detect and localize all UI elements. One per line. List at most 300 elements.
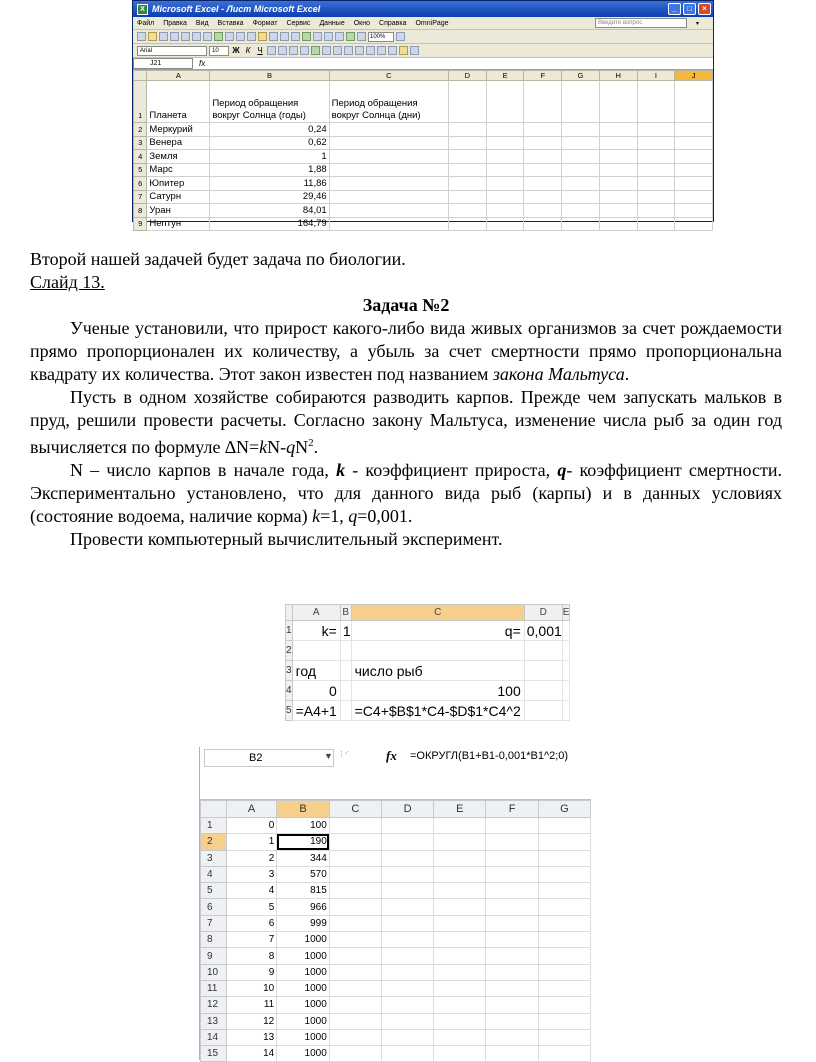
cell[interactable]: [486, 866, 538, 882]
cell-a[interactable]: [292, 641, 340, 661]
row-header[interactable]: 8: [201, 932, 227, 948]
cell[interactable]: [382, 1046, 434, 1062]
cell-b[interactable]: [340, 661, 351, 681]
row-header[interactable]: 3: [201, 850, 227, 866]
sort-asc-icon[interactable]: [324, 32, 333, 41]
cell-fish-count[interactable]: 1000: [277, 1013, 330, 1029]
menu-help[interactable]: Справка: [379, 19, 407, 27]
cell[interactable]: [486, 850, 538, 866]
row-header[interactable]: 4: [134, 150, 147, 164]
cell-year[interactable]: 2: [226, 850, 276, 866]
bold-button[interactable]: Ж: [232, 46, 240, 55]
cell[interactable]: [486, 948, 538, 964]
cell[interactable]: [538, 1046, 590, 1062]
cell[interactable]: [538, 834, 590, 850]
cell[interactable]: [434, 980, 486, 996]
cell[interactable]: [538, 866, 590, 882]
cell-planet[interactable]: Нептун: [147, 217, 210, 231]
menu-edit[interactable]: Правка: [163, 19, 187, 27]
cell[interactable]: [449, 136, 487, 150]
cell[interactable]: [382, 899, 434, 915]
cell[interactable]: [449, 217, 487, 231]
cell[interactable]: [329, 948, 381, 964]
row-header[interactable]: 2: [286, 641, 293, 661]
print-icon[interactable]: [192, 32, 201, 41]
cell-year[interactable]: 0: [226, 818, 276, 834]
active-cell[interactable]: 190: [277, 834, 330, 850]
fx-icon[interactable]: fx: [386, 748, 397, 763]
cell[interactable]: [675, 136, 713, 150]
cell-e[interactable]: [562, 681, 570, 701]
cell[interactable]: [675, 163, 713, 177]
cell-planet[interactable]: Меркурий: [147, 123, 210, 137]
cell[interactable]: [599, 123, 637, 137]
cell[interactable]: [434, 850, 486, 866]
row-header[interactable]: 8: [134, 204, 147, 218]
cell[interactable]: [382, 1029, 434, 1045]
cell-year[interactable]: 4: [226, 883, 276, 899]
cell[interactable]: [382, 866, 434, 882]
maximize-button[interactable]: □: [683, 3, 696, 15]
cell[interactable]: [486, 150, 524, 164]
cell[interactable]: [524, 163, 562, 177]
cut-icon[interactable]: [236, 32, 245, 41]
cell[interactable]: [382, 932, 434, 948]
cell-d[interactable]: 0,001: [524, 621, 562, 641]
cell-years[interactable]: 11,86: [210, 177, 329, 191]
name-box[interactable]: B2: [204, 749, 334, 767]
cell[interactable]: [329, 163, 448, 177]
select-all-corner[interactable]: [201, 801, 227, 818]
column-header[interactable]: A: [147, 71, 210, 81]
cell-d[interactable]: [524, 661, 562, 681]
hyperlink-icon[interactable]: [302, 32, 311, 41]
cell[interactable]: [329, 136, 448, 150]
cell-c[interactable]: =C4+$B$1*C4-$D$1*C4^2: [351, 701, 524, 721]
cell[interactable]: [486, 177, 524, 191]
cell[interactable]: [675, 123, 713, 137]
cell-c[interactable]: 100: [351, 681, 524, 701]
cell-fish-count[interactable]: 999: [277, 915, 330, 931]
cell-year[interactable]: 1: [226, 834, 276, 850]
cell-d[interactable]: [524, 701, 562, 721]
align-right-icon[interactable]: [289, 46, 298, 55]
cell-b[interactable]: 1: [340, 621, 351, 641]
cell[interactable]: [524, 177, 562, 191]
cell-year[interactable]: 8: [226, 948, 276, 964]
cell-a[interactable]: k=: [292, 621, 340, 641]
cell[interactable]: [434, 1029, 486, 1045]
cell-year[interactable]: 10: [226, 980, 276, 996]
cell-planet[interactable]: Венера: [147, 136, 210, 150]
cell[interactable]: [562, 81, 600, 123]
cell[interactable]: [486, 899, 538, 915]
column-header[interactable]: E: [434, 801, 486, 818]
cell[interactable]: [599, 217, 637, 231]
save-icon[interactable]: [159, 32, 168, 41]
row-header[interactable]: 4: [201, 866, 227, 882]
cell[interactable]: [434, 948, 486, 964]
cell[interactable]: [675, 190, 713, 204]
cell[interactable]: [675, 217, 713, 231]
cell-e[interactable]: [562, 701, 570, 721]
cell[interactable]: [637, 163, 675, 177]
font-select[interactable]: Arial: [137, 46, 207, 56]
cell[interactable]: [382, 818, 434, 834]
menu-format[interactable]: Формат: [252, 19, 278, 27]
cell[interactable]: [329, 1029, 381, 1045]
column-header[interactable]: D: [449, 71, 487, 81]
cell[interactable]: [637, 81, 675, 123]
cell[interactable]: [329, 123, 448, 137]
row-header[interactable]: 5: [201, 883, 227, 899]
cell[interactable]: [538, 850, 590, 866]
cell-year[interactable]: 3: [226, 866, 276, 882]
cell[interactable]: [434, 1013, 486, 1029]
cell[interactable]: [486, 915, 538, 931]
cell[interactable]: [382, 915, 434, 931]
cell[interactable]: [434, 834, 486, 850]
cell[interactable]: [524, 204, 562, 218]
cell[interactable]: [599, 136, 637, 150]
cell[interactable]: [562, 136, 600, 150]
column-header[interactable]: F: [524, 71, 562, 81]
column-header[interactable]: E: [562, 605, 570, 621]
cell[interactable]: [486, 834, 538, 850]
autosum-icon[interactable]: [313, 32, 322, 41]
cell[interactable]: [524, 136, 562, 150]
cell-a[interactable]: год: [292, 661, 340, 681]
cell[interactable]: [329, 150, 448, 164]
increase-indent-icon[interactable]: [377, 46, 386, 55]
row-header[interactable]: 3: [134, 136, 147, 150]
cell[interactable]: [486, 1013, 538, 1029]
column-header[interactable]: G: [538, 801, 590, 818]
cell-b[interactable]: [340, 681, 351, 701]
cell-c[interactable]: [351, 641, 524, 661]
underline-button[interactable]: Ч: [257, 46, 263, 55]
font-size-select[interactable]: 10: [209, 46, 229, 56]
cell[interactable]: [382, 850, 434, 866]
row-header[interactable]: 10: [201, 964, 227, 980]
cell-fish-count[interactable]: 966: [277, 899, 330, 915]
column-header[interactable]: H: [599, 71, 637, 81]
cell[interactable]: [486, 123, 524, 137]
cell[interactable]: [486, 136, 524, 150]
cell-years[interactable]: 29,46: [210, 190, 329, 204]
menu-tools[interactable]: Сервис: [286, 19, 311, 27]
cell[interactable]: [329, 1013, 381, 1029]
cell[interactable]: [486, 932, 538, 948]
column-header-active[interactable]: C: [351, 605, 524, 621]
preview-icon[interactable]: [203, 32, 212, 41]
row-header[interactable]: 9: [134, 217, 147, 231]
cell[interactable]: [486, 818, 538, 834]
cell[interactable]: [562, 150, 600, 164]
cell[interactable]: [538, 997, 590, 1013]
copy-icon[interactable]: [247, 32, 256, 41]
zoom-select[interactable]: 100%: [368, 32, 394, 42]
merge-center-icon[interactable]: [300, 46, 309, 55]
cell[interactable]: Период обращения вокруг Солнца (дни): [329, 81, 448, 123]
cell[interactable]: [382, 948, 434, 964]
cell-a[interactable]: 0: [292, 681, 340, 701]
menu-view[interactable]: Вид: [195, 19, 209, 27]
cell[interactable]: [675, 150, 713, 164]
column-header[interactable]: D: [382, 801, 434, 818]
cell[interactable]: [637, 177, 675, 191]
cell[interactable]: [329, 883, 381, 899]
cell[interactable]: [449, 163, 487, 177]
cell[interactable]: [675, 204, 713, 218]
cell-years[interactable]: 1: [210, 150, 329, 164]
row-header[interactable]: 4: [286, 681, 293, 701]
menu-insert[interactable]: Вставка: [217, 19, 244, 27]
cell[interactable]: [449, 123, 487, 137]
column-header[interactable]: G: [562, 71, 600, 81]
column-header-active[interactable]: J: [675, 71, 713, 81]
cell[interactable]: [434, 899, 486, 915]
cell[interactable]: [486, 163, 524, 177]
column-header[interactable]: B: [210, 71, 329, 81]
row-header[interactable]: 2: [201, 834, 227, 850]
cell[interactable]: [329, 850, 381, 866]
cell-planet[interactable]: Уран: [147, 204, 210, 218]
row-header[interactable]: 7: [201, 915, 227, 931]
cell[interactable]: [538, 932, 590, 948]
cell[interactable]: [538, 883, 590, 899]
cell[interactable]: [599, 81, 637, 123]
cell[interactable]: [449, 81, 487, 123]
help-icon[interactable]: [396, 32, 405, 41]
cell[interactable]: [486, 204, 524, 218]
decrease-indent-icon[interactable]: [366, 46, 375, 55]
cell-year[interactable]: 5: [226, 899, 276, 915]
cell-e[interactable]: [562, 661, 570, 681]
cell[interactable]: [486, 1046, 538, 1062]
open-icon[interactable]: [148, 32, 157, 41]
currency-icon[interactable]: [311, 46, 320, 55]
decrease-decimal-icon[interactable]: [355, 46, 364, 55]
cell[interactable]: [434, 1046, 486, 1062]
cell[interactable]: [599, 190, 637, 204]
cell-e[interactable]: [562, 621, 570, 641]
cell[interactable]: [329, 834, 381, 850]
cell-c[interactable]: число рыб: [351, 661, 524, 681]
row-header[interactable]: 1: [286, 621, 293, 641]
new-icon[interactable]: [137, 32, 146, 41]
cell[interactable]: [486, 980, 538, 996]
cell[interactable]: [434, 866, 486, 882]
cell[interactable]: [434, 932, 486, 948]
help-question-input[interactable]: Введите вопрос: [595, 18, 687, 28]
row-header[interactable]: 14: [201, 1029, 227, 1045]
cell[interactable]: [329, 217, 448, 231]
cell-planet[interactable]: Марс: [147, 163, 210, 177]
row-header[interactable]: 1: [134, 81, 147, 123]
row-header[interactable]: 5: [286, 701, 293, 721]
borders-icon[interactable]: [388, 46, 397, 55]
cell-years[interactable]: 0,62: [210, 136, 329, 150]
cell[interactable]: [382, 883, 434, 899]
row-header[interactable]: 2: [134, 123, 147, 137]
undo-icon[interactable]: [280, 32, 289, 41]
spelling-icon[interactable]: [214, 32, 223, 41]
cell[interactable]: [382, 1013, 434, 1029]
row-header[interactable]: 13: [201, 1013, 227, 1029]
cell[interactable]: [637, 190, 675, 204]
column-header[interactable]: A: [226, 801, 276, 818]
percent-icon[interactable]: [322, 46, 331, 55]
cell[interactable]: [538, 980, 590, 996]
cell-e[interactable]: [562, 641, 570, 661]
cell[interactable]: [562, 190, 600, 204]
cell[interactable]: [329, 177, 448, 191]
cell-a[interactable]: =A4+1: [292, 701, 340, 721]
email-icon[interactable]: [181, 32, 190, 41]
cell[interactable]: [382, 834, 434, 850]
fx-icon[interactable]: fx: [199, 59, 206, 68]
format-painter-icon[interactable]: [269, 32, 278, 41]
cell[interactable]: [524, 150, 562, 164]
increase-decimal-icon[interactable]: [344, 46, 353, 55]
cell[interactable]: [329, 980, 381, 996]
cell[interactable]: [486, 190, 524, 204]
cell-fish-count[interactable]: 815: [277, 883, 330, 899]
cell-b[interactable]: [340, 641, 351, 661]
cell-year[interactable]: 14: [226, 1046, 276, 1062]
cell[interactable]: [637, 204, 675, 218]
cell-years[interactable]: 164,79: [210, 217, 329, 231]
cell[interactable]: [538, 964, 590, 980]
cell[interactable]: [449, 204, 487, 218]
row-header[interactable]: 7: [134, 190, 147, 204]
cell[interactable]: [434, 915, 486, 931]
row-header[interactable]: 3: [286, 661, 293, 681]
minimize-button[interactable]: _: [668, 3, 681, 15]
cell[interactable]: [329, 1046, 381, 1062]
column-header[interactable]: D: [524, 605, 562, 621]
cell-fish-count[interactable]: 1000: [277, 980, 330, 996]
cell[interactable]: [329, 818, 381, 834]
cell[interactable]: [434, 964, 486, 980]
cell[interactable]: [486, 217, 524, 231]
cell[interactable]: [329, 190, 448, 204]
cell[interactable]: [434, 997, 486, 1013]
cell[interactable]: [329, 932, 381, 948]
cell-fish-count[interactable]: 1000: [277, 1046, 330, 1062]
cell-years[interactable]: 84,01: [210, 204, 329, 218]
cell[interactable]: [538, 818, 590, 834]
name-box[interactable]: J21: [133, 58, 193, 69]
cell[interactable]: [524, 190, 562, 204]
cell[interactable]: [382, 964, 434, 980]
cell[interactable]: [449, 190, 487, 204]
cell[interactable]: [382, 980, 434, 996]
row-header[interactable]: 9: [201, 948, 227, 964]
cell[interactable]: [599, 150, 637, 164]
cell[interactable]: [524, 81, 562, 123]
cell-fish-count[interactable]: 570: [277, 866, 330, 882]
font-color-icon[interactable]: [410, 46, 419, 55]
redo-icon[interactable]: [291, 32, 300, 41]
cell[interactable]: [486, 81, 524, 123]
cell-fish-count[interactable]: 1000: [277, 964, 330, 980]
cell[interactable]: [637, 217, 675, 231]
paste-icon[interactable]: [258, 32, 267, 41]
cell[interactable]: [562, 163, 600, 177]
cell[interactable]: [538, 915, 590, 931]
cell-fish-count[interactable]: 344: [277, 850, 330, 866]
cell[interactable]: [329, 204, 448, 218]
cell[interactable]: [329, 964, 381, 980]
cell-year[interactable]: 6: [226, 915, 276, 931]
cell[interactable]: [562, 204, 600, 218]
column-header[interactable]: B: [340, 605, 351, 621]
row-header[interactable]: 6: [134, 177, 147, 191]
cell[interactable]: [329, 997, 381, 1013]
cell-d[interactable]: [524, 641, 562, 661]
column-header[interactable]: I: [637, 71, 675, 81]
cell[interactable]: [486, 1029, 538, 1045]
column-header[interactable]: C: [329, 71, 448, 81]
cell[interactable]: [675, 177, 713, 191]
cell[interactable]: [329, 899, 381, 915]
menu-data[interactable]: Данные: [319, 19, 345, 27]
cell-year[interactable]: 11: [226, 997, 276, 1013]
cell[interactable]: [486, 997, 538, 1013]
cell-year[interactable]: 12: [226, 1013, 276, 1029]
cell[interactable]: [637, 123, 675, 137]
select-all-corner[interactable]: [134, 71, 147, 81]
research-icon[interactable]: [225, 32, 234, 41]
cell-c[interactable]: q=: [351, 621, 524, 641]
cell[interactable]: [538, 1029, 590, 1045]
row-header[interactable]: 12: [201, 997, 227, 1013]
formula-input[interactable]: =ОКРУГЛ(B1+B1-0,001*B1^2;0): [410, 750, 569, 762]
column-header[interactable]: C: [329, 801, 381, 818]
menu-omnipage[interactable]: OmniPage: [415, 19, 449, 27]
chevron-down-icon[interactable]: ▾: [695, 20, 699, 27]
cell-fish-count[interactable]: 1000: [277, 1029, 330, 1045]
cell-planet[interactable]: Юпитер: [147, 177, 210, 191]
cell[interactable]: [562, 123, 600, 137]
cell[interactable]: [599, 177, 637, 191]
cell[interactable]: [486, 883, 538, 899]
cell-planet[interactable]: Земля: [147, 150, 210, 164]
cell[interactable]: Период обращения вокруг Солнца (годы): [210, 81, 329, 123]
cell[interactable]: [599, 163, 637, 177]
chevron-down-icon[interactable]: ▼: [324, 751, 333, 761]
cell[interactable]: [329, 915, 381, 931]
cell[interactable]: [637, 136, 675, 150]
cell[interactable]: [329, 866, 381, 882]
cell[interactable]: [524, 123, 562, 137]
cell[interactable]: [675, 81, 713, 123]
column-header-active[interactable]: B: [277, 801, 330, 818]
cell[interactable]: [449, 150, 487, 164]
column-header[interactable]: F: [486, 801, 538, 818]
cell[interactable]: [382, 997, 434, 1013]
cell-year[interactable]: 13: [226, 1029, 276, 1045]
row-header[interactable]: 11: [201, 980, 227, 996]
row-header[interactable]: 5: [134, 163, 147, 177]
cell[interactable]: [434, 818, 486, 834]
column-header[interactable]: A: [292, 605, 340, 621]
cell[interactable]: [538, 1013, 590, 1029]
thousands-icon[interactable]: [333, 46, 342, 55]
row-header[interactable]: 15: [201, 1046, 227, 1062]
